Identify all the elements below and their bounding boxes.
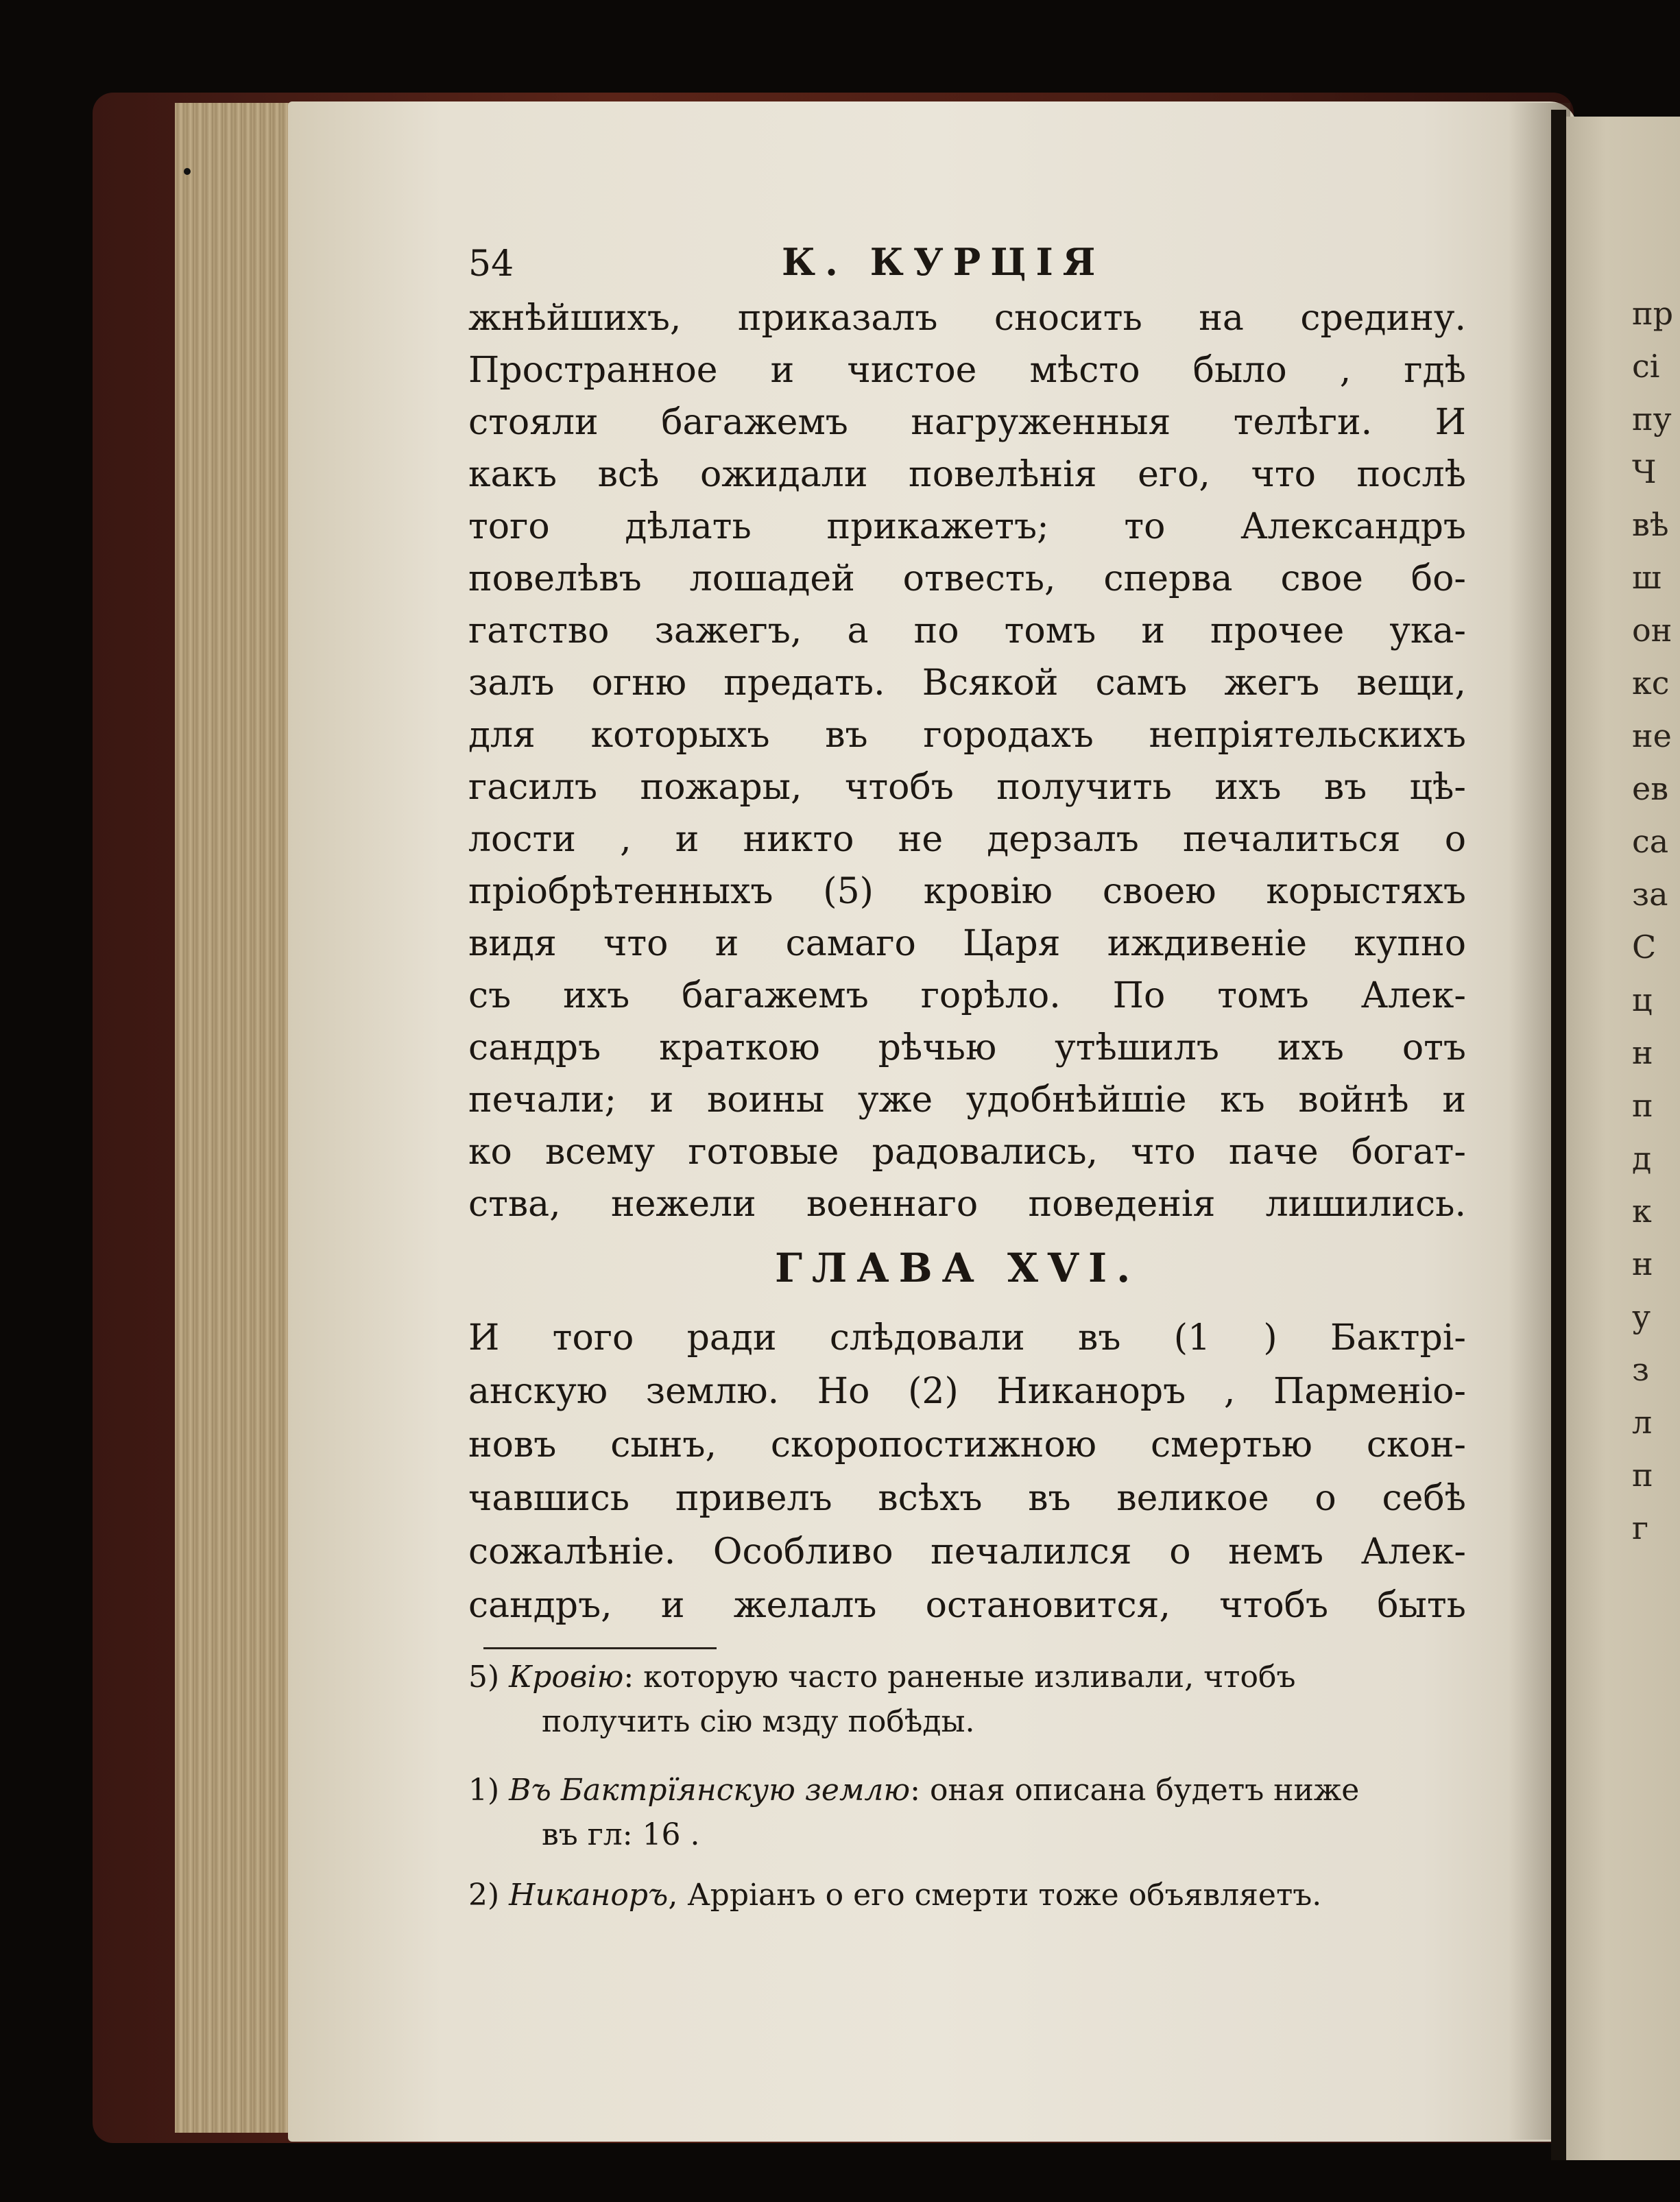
page-number: 54 — [468, 243, 514, 285]
text-line: печали; и воины уже удобнѣйшіе къ войнѣ и — [468, 1079, 1466, 1121]
text-line: для которыхъ въ городахъ непріятельскихъ — [468, 715, 1466, 756]
footnote-1 — [468, 1773, 1359, 1808]
text-line: Пространное и чистое мѣсто было , гдѣ — [468, 350, 1466, 391]
facing-page-fragment: з — [1632, 1351, 1650, 1388]
text-line: того дѣлать прикажетъ; то Александръ — [468, 506, 1466, 547]
facing-page-fragment: н — [1632, 1034, 1653, 1071]
text-line: лости , и никто не дерзалъ печалиться о — [468, 819, 1466, 860]
footnote-text: : которую часто раненые изливали, чтобъ — [623, 1660, 1296, 1695]
chapter-heading: ГЛАВА XVI. — [775, 1245, 1140, 1291]
footnote-marker: 5) — [468, 1660, 500, 1695]
facing-page-fragment: к — [1632, 1193, 1652, 1230]
facing-page-fragment: л — [1632, 1404, 1653, 1441]
binding-mark — [184, 168, 191, 175]
text-line: пріобрѣтенныхъ (5) кровію своею корыстяхъ — [468, 871, 1466, 912]
text-line: жнѣйшихъ, приказалъ сносить на средину. — [468, 298, 1466, 339]
facing-page-fragment: вѣ — [1632, 506, 1669, 543]
footnote-term: Кровію — [509, 1660, 624, 1695]
facing-page-fragment: ш — [1632, 559, 1661, 596]
facing-page-fragment: Ч — [1632, 453, 1657, 490]
text-line: видя что и самаго Царя иждивеніе купно — [468, 923, 1466, 964]
facing-page-fragment: сі — [1632, 348, 1660, 385]
facing-page-fragment: п — [1632, 1457, 1653, 1494]
text-line: сандръ, и желалъ остановится, чтобъ быть — [468, 1585, 1466, 1626]
facing-page-fragment: н — [1632, 1245, 1653, 1282]
text-line: И того ради слѣдовали въ (1 ) Бактрі- — [468, 1317, 1466, 1359]
footnote-5-cont: получить сію мзду побѣды. — [542, 1704, 975, 1739]
footnote-5 — [468, 1660, 1295, 1695]
text-line: какъ всѣ ожидали повелѣнія его, что послѣ — [468, 454, 1466, 495]
facing-page-fragment: ев — [1632, 770, 1669, 807]
facing-page-fragment: ц — [1632, 981, 1653, 1018]
footnote-1-cont: въ гл: 16 . — [542, 1817, 700, 1852]
text-line: стояли багажемъ нагруженныя телѣги. И — [468, 402, 1466, 443]
text-line: залъ огню предать. Всякой самъ жегъ вещи, — [468, 662, 1466, 704]
facing-page-fragment: он — [1632, 612, 1672, 649]
text-line: ства, нежели военнаго поведенія лишились. — [468, 1184, 1466, 1225]
text-line: гатство зажегъ, а по томъ и прочее ука- — [468, 610, 1466, 651]
facing-page-fragment: не — [1632, 717, 1672, 754]
book-gutter — [1551, 110, 1566, 2160]
text-line: новъ сынъ, скоропостижною смертью скон- — [468, 1424, 1466, 1465]
facing-page-fragment: пр — [1632, 295, 1674, 332]
footnote-term: Въ Бактрїянскую землю — [509, 1773, 911, 1808]
text-line: сандръ краткою рѣчью утѣшилъ ихъ отъ — [468, 1027, 1466, 1068]
facing-page-fragment: у — [1632, 1298, 1651, 1335]
text-line: сожалѣніе. Особливо печалился о немъ Алек- — [468, 1531, 1466, 1572]
facing-page-fragment: са — [1632, 823, 1669, 860]
text-line: съ ихъ багажемъ горѣло. По томъ Алек- — [468, 975, 1466, 1016]
text-line: повелѣвъ лошадей отвесть, сперва свое бо- — [468, 558, 1466, 599]
footnote-text: , Арріанъ о его смерти тоже объявляетъ. — [668, 1878, 1322, 1913]
facing-page-fragment: С — [1632, 929, 1657, 966]
footnote-marker: 1) — [468, 1773, 500, 1808]
footnote-term: Никаноръ — [509, 1878, 669, 1913]
text-line: анскую землю. Но (2) Никаноръ , Парменіо- — [468, 1371, 1466, 1412]
footnote-2 — [468, 1878, 1321, 1913]
footnote-marker: 2) — [468, 1878, 500, 1913]
text-line: чавшись привелъ всѣхъ въ великое о себѣ — [468, 1478, 1466, 1519]
text-line: гасилъ пожары, чтобъ получить ихъ въ цѣ- — [468, 767, 1466, 808]
facing-page-fragment: г — [1632, 1509, 1649, 1546]
running-title: К. КУРЦІЯ — [782, 240, 1105, 284]
footnote-text: : оная описана будетъ ниже — [910, 1773, 1360, 1808]
facing-page-fragment: за — [1632, 876, 1668, 913]
facing-page-fragment: пу — [1632, 400, 1672, 438]
footnote-rule — [483, 1647, 717, 1649]
text-line: ко всему готовые радовались, что паче богат- — [468, 1132, 1466, 1173]
facing-page-fragment: д — [1632, 1140, 1652, 1177]
facing-page-fragment: п — [1632, 1087, 1653, 1124]
facing-page-fragment: кс — [1632, 665, 1670, 702]
